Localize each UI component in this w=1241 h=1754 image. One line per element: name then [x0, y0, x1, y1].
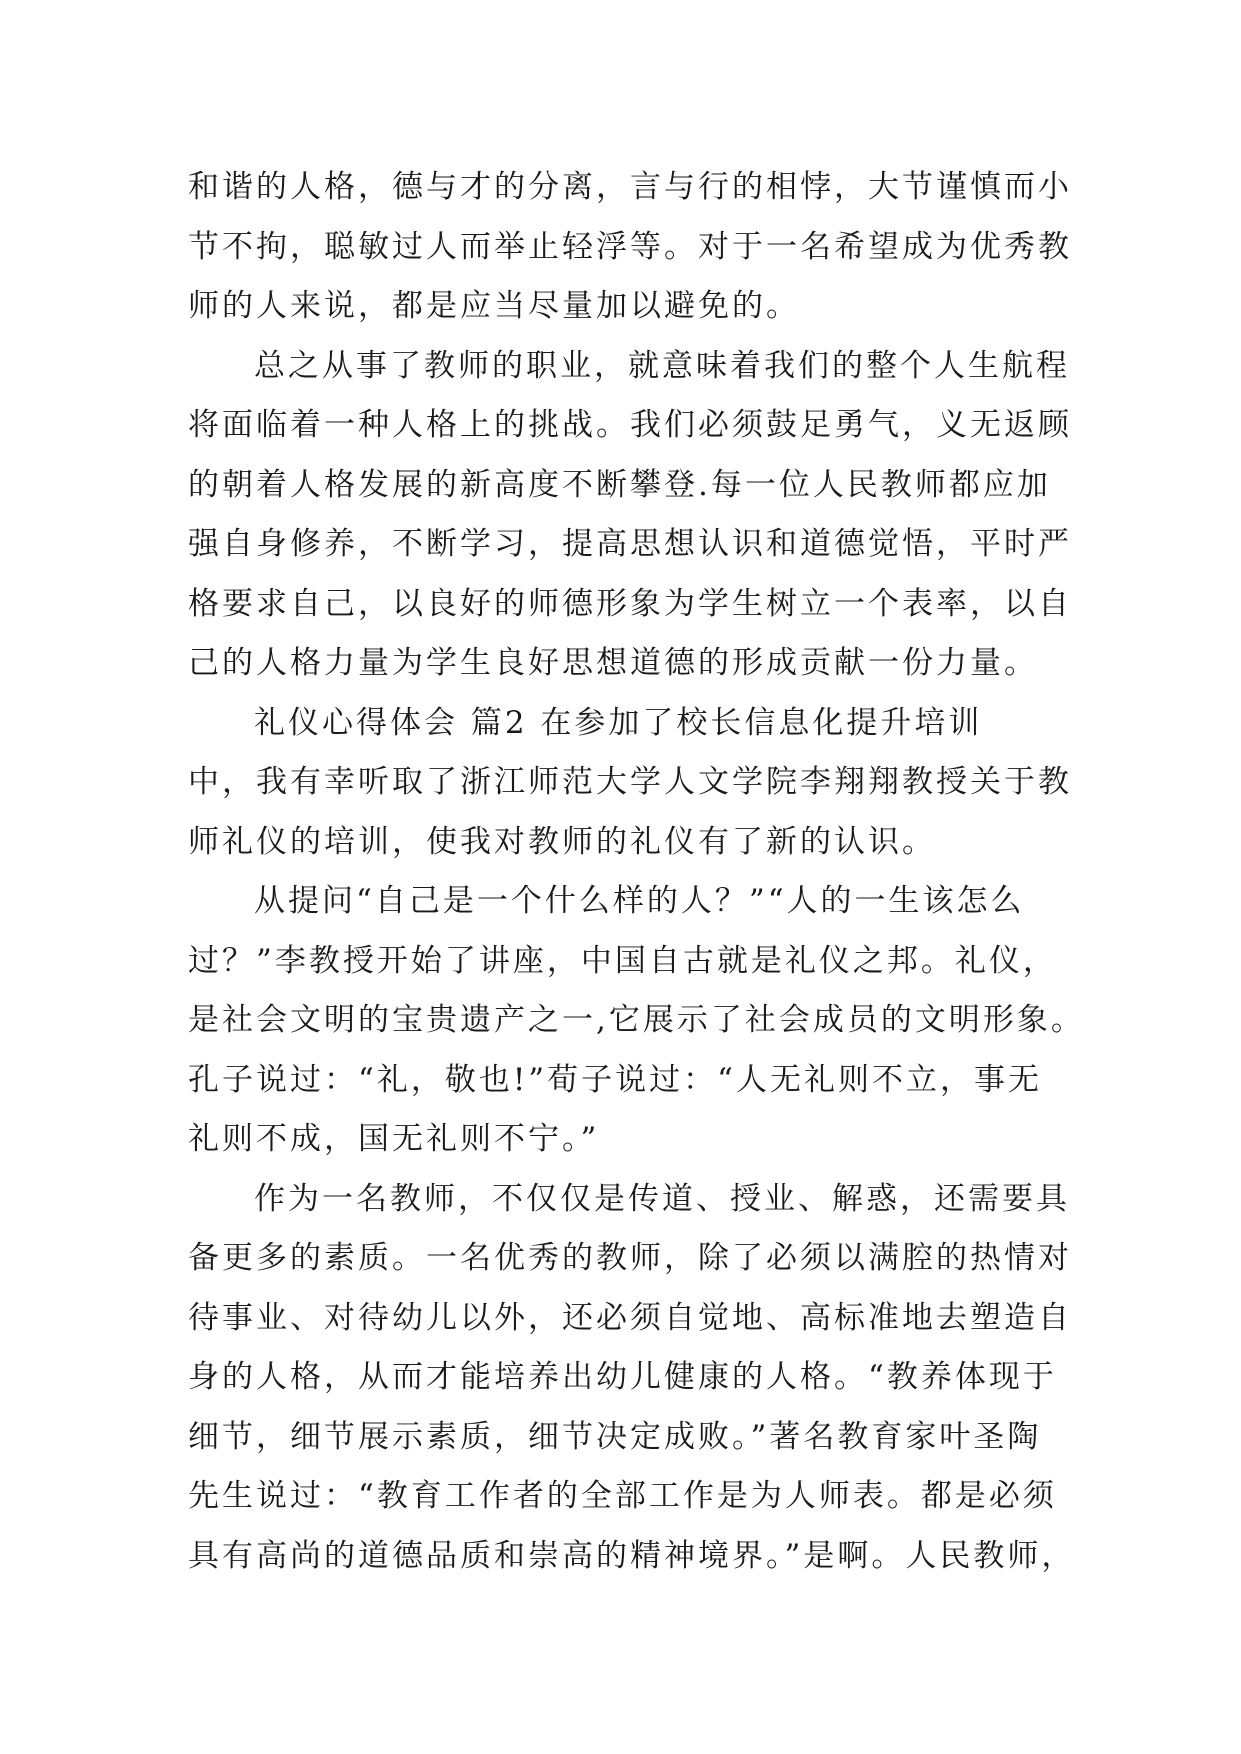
text-line: 待事业、对待幼儿以外，还必须自觉地、高标准地去塑造自 [188, 1299, 1072, 1336]
text-line: 礼则不成，国无礼则不宁。” [188, 1121, 600, 1157]
text-line: 具有高尚的道德品质和崇高的精神境界。”是啊。人民教师， [188, 1537, 1076, 1574]
text-line: 中，我有幸听取了浙江师范大学人文学院李翔翔教授关于教 [188, 764, 1072, 800]
text-line: 先生说过：“教育工作者的全部工作是为人师表。都是必须 [188, 1478, 1057, 1514]
text-line: 的朝着人格发展的新高度不断攀登.每一位人民教师都应加 [188, 466, 1051, 503]
text-line: 师礼仪的培训，使我对教师的礼仪有了新的认识。 [188, 823, 936, 860]
text-line: 细节，细节展示素质，细节决定成败。”著名教育家叶圣陶 [188, 1418, 1042, 1455]
text-line: 节不拘，聪敏过人而举止轻浮等。对于一名希望成为优秀教 [188, 228, 1072, 265]
text-line: 格要求自己，以良好的师德形象为学生树立一个表率，以自 [188, 585, 1072, 622]
text-line: 是社会文明的宝贵遗产之一,它展示了社会成员的文明形象。 [188, 1002, 1085, 1038]
text-line: 将面临着一种人格上的挑战。我们必须鼓足勇气，义无返顾 [188, 407, 1072, 443]
text-line: 强自身修养，不断学习，提高思想认识和道德觉悟，平时严 [188, 526, 1072, 562]
text-line: 师的人来说，都是应当尽量加以避免的。 [188, 288, 800, 324]
text-line: 从提问“自己是一个什么样的人？”“人的一生该怎么 [254, 883, 1025, 919]
text-line: 己的人格力量为学生良好思想道德的形成贡献一份力量。 [188, 645, 1038, 681]
text-line: 和谐的人格，德与才的分离，言与行的相悖，大节谨慎而小 [188, 169, 1072, 205]
text-line: 备更多的素质。一名优秀的教师，除了必须以满腔的热情对 [188, 1240, 1072, 1276]
document-body [188, 158, 1085, 1586]
text-line: 作为一名教师，不仅仅是传道、授业、解惑，还需要具 [254, 1180, 1070, 1217]
text-line: 过？”李教授开始了讲座，中国自古就是礼仪之邦。礼仪， [188, 942, 1057, 979]
text-line: 总之从事了教师的职业，就意味着我们的整个人生航程 [254, 347, 1070, 384]
text-line: 礼仪心得体会 篇2 在参加了校长信息化提升培训 [254, 704, 983, 741]
text-line: 身的人格，从而才能培养出幼儿健康的人格。“教养体现于 [188, 1359, 1057, 1395]
text-line: 孔子说过：“礼，敬也!”荀子说过：“人无礼则不立，事无 [188, 1061, 1042, 1098]
